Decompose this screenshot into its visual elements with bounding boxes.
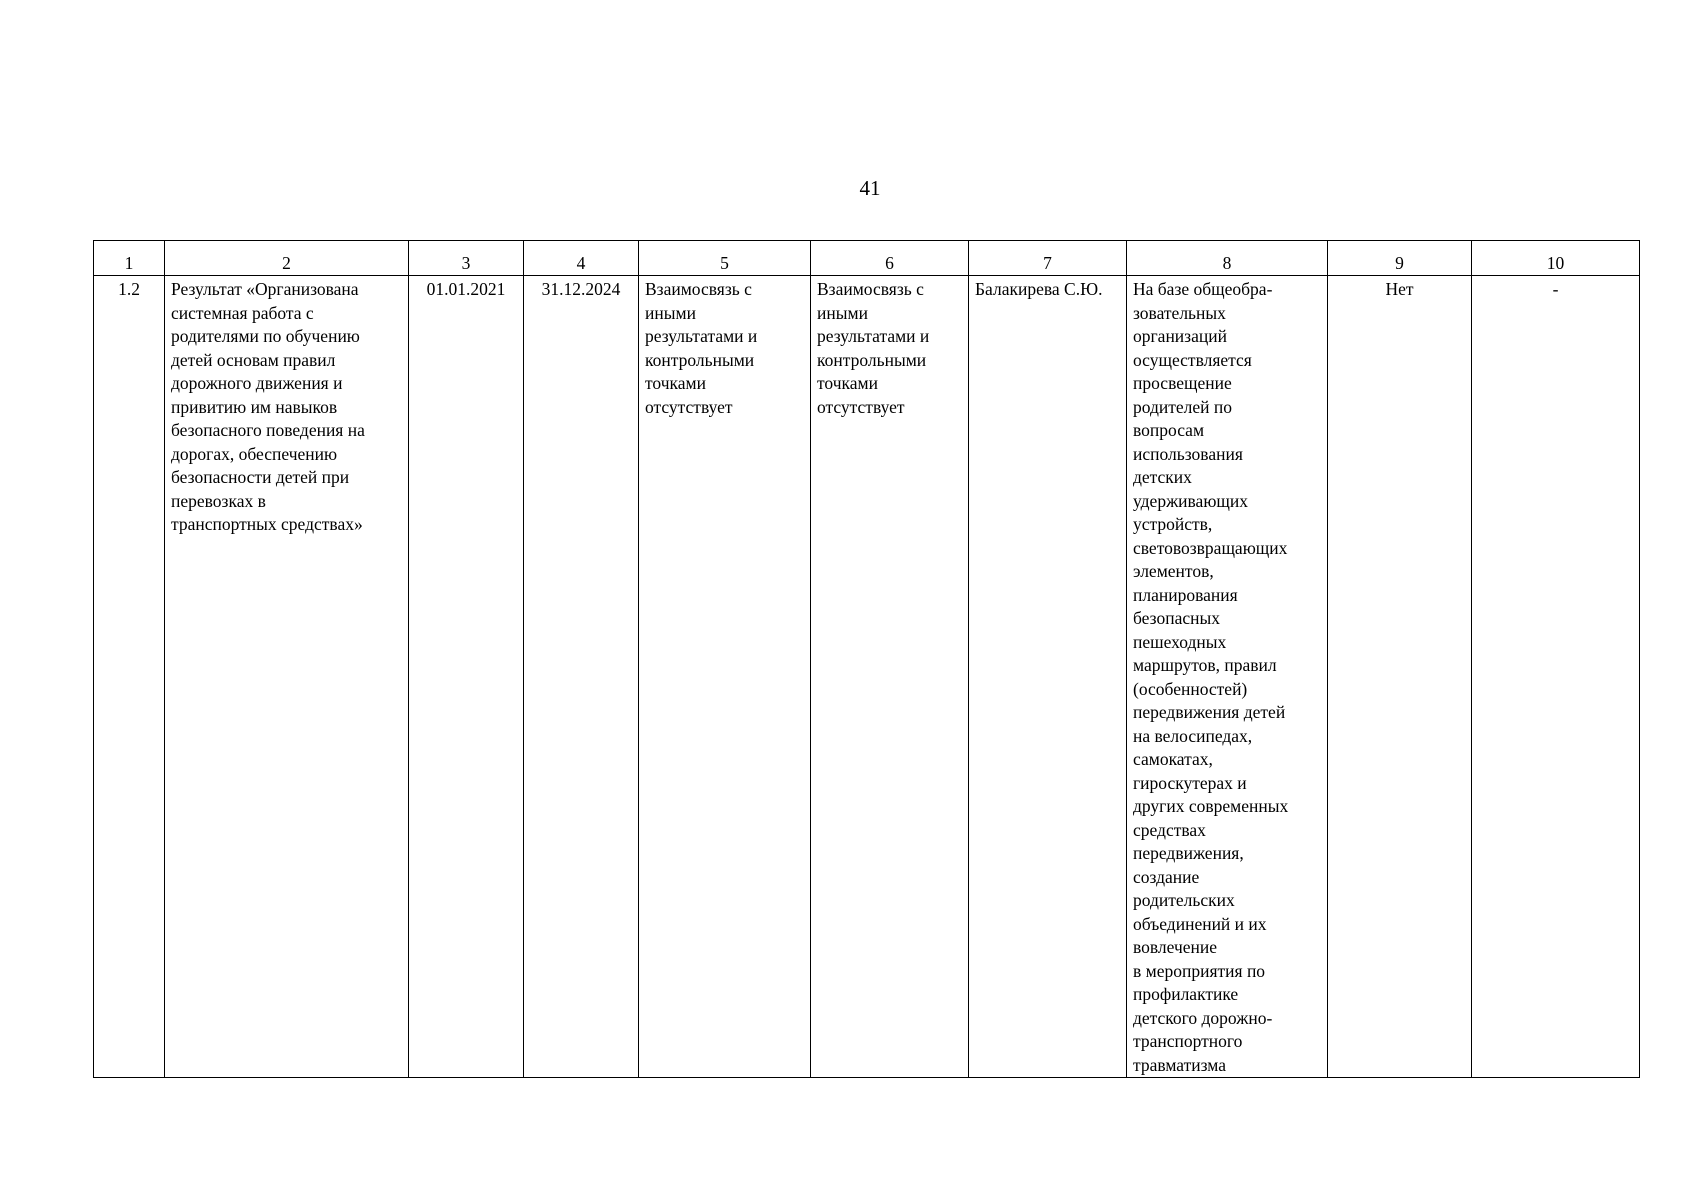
text-line: световозвращающих bbox=[1133, 537, 1288, 558]
text-line: детей основам правил bbox=[171, 349, 336, 370]
text-line: пешеходных bbox=[1133, 631, 1227, 652]
text-line: результатами и bbox=[645, 326, 758, 346]
text-line: осуществляется bbox=[1133, 349, 1252, 370]
text-line: результатами и bbox=[817, 326, 930, 346]
column-number: 7 bbox=[969, 241, 1127, 276]
text-line: дорогах, обеспечению bbox=[171, 443, 338, 464]
text-line: маршрутов, правил bbox=[1133, 655, 1277, 675]
text-line: травматизма bbox=[1133, 1054, 1227, 1075]
page-number: 41 bbox=[859, 176, 881, 200]
column-number-row bbox=[94, 241, 1640, 276]
column-number: 2 bbox=[165, 241, 409, 276]
column-number: 1 bbox=[94, 241, 165, 276]
responsible-person-cell: Балакирева С.Ю. bbox=[969, 276, 1127, 1078]
relationship-cell bbox=[639, 276, 811, 1078]
text-line: (особенностей) bbox=[1133, 678, 1248, 699]
text-line: вопросам bbox=[1133, 420, 1205, 440]
item-number-cell: 1.2 bbox=[94, 276, 165, 1078]
start-date-cell: 01.01.2021 bbox=[409, 276, 524, 1078]
text-line: самокатах, bbox=[1133, 749, 1213, 769]
text-line: планирования bbox=[1133, 584, 1238, 605]
value-cell: Нет bbox=[1328, 276, 1472, 1078]
column-number: 9 bbox=[1328, 241, 1472, 276]
text-line: на велосипедах, bbox=[1133, 725, 1253, 746]
text-line: перевозках в bbox=[171, 490, 266, 511]
text-line: системная работа с bbox=[171, 302, 314, 323]
text-line: детских bbox=[1133, 467, 1192, 487]
column-number: 8 bbox=[1127, 241, 1328, 276]
text-line: организаций bbox=[1133, 326, 1227, 346]
result-description-cell bbox=[165, 276, 409, 1078]
text-line: безопасных bbox=[1133, 608, 1220, 628]
end-date-cell: 31.12.2024 bbox=[524, 276, 639, 1078]
column-number: 5 bbox=[639, 241, 811, 276]
text-line: контрольными bbox=[645, 349, 755, 370]
text-line: точками bbox=[645, 373, 706, 393]
text-line: родителями по обучению bbox=[171, 326, 360, 346]
text-line: дорожного движения и bbox=[171, 373, 343, 393]
column-number: 6 bbox=[811, 241, 969, 276]
text-line: вовлечение bbox=[1133, 937, 1218, 957]
text-line: объединений и их bbox=[1133, 913, 1267, 934]
text-line: На базе общеобра- bbox=[1133, 279, 1273, 299]
text-line: отсутствует bbox=[645, 396, 733, 417]
text-line: гироскутерах и bbox=[1133, 772, 1247, 793]
text-line: безопасности детей при bbox=[171, 467, 350, 487]
text-line: родителей по bbox=[1133, 396, 1233, 417]
column-number: 3 bbox=[409, 241, 524, 276]
text-line: передвижения, bbox=[1133, 843, 1244, 863]
relationship-cell bbox=[811, 276, 969, 1078]
text-line: точками bbox=[817, 373, 878, 393]
text-line: профилактике bbox=[1133, 984, 1239, 1004]
text-line: детского дорожно- bbox=[1133, 1007, 1273, 1028]
text-line: средствах bbox=[1133, 819, 1206, 840]
text-line: Результат «Организована bbox=[171, 279, 359, 299]
text-line: иными bbox=[817, 302, 868, 323]
text-line: в мероприятия по bbox=[1133, 960, 1266, 981]
text-line: просвещение bbox=[1133, 373, 1232, 393]
value-cell: - bbox=[1472, 276, 1640, 1078]
column-number: 4 bbox=[524, 241, 639, 276]
text-line: удерживающих bbox=[1133, 490, 1248, 511]
column-number: 10 bbox=[1472, 241, 1640, 276]
text-line: использования bbox=[1133, 443, 1243, 464]
text-line: привитию им навыков bbox=[171, 396, 338, 417]
plan-table bbox=[93, 240, 1640, 1078]
text-line: родительских bbox=[1133, 890, 1235, 910]
text-line: передвижения детей bbox=[1133, 702, 1286, 722]
text-line: зовательных bbox=[1133, 302, 1226, 323]
text-line: транспортных средствах» bbox=[171, 514, 363, 534]
text-line: создание bbox=[1133, 866, 1200, 887]
text-line: иными bbox=[645, 302, 696, 323]
text-line: отсутствует bbox=[817, 396, 905, 417]
text-line: устройств, bbox=[1133, 514, 1213, 534]
text-line: Взаимосвязь с bbox=[645, 279, 752, 299]
text-line: элементов, bbox=[1133, 561, 1214, 581]
text-line: безопасного поведения на bbox=[171, 420, 365, 440]
text-line: транспортного bbox=[1133, 1031, 1243, 1051]
text-line: контрольными bbox=[817, 349, 927, 370]
text-line: Взаимосвязь с bbox=[817, 279, 924, 299]
text-line: других современных bbox=[1133, 796, 1289, 816]
table-row bbox=[94, 276, 1640, 1078]
description-cell bbox=[1127, 276, 1328, 1078]
